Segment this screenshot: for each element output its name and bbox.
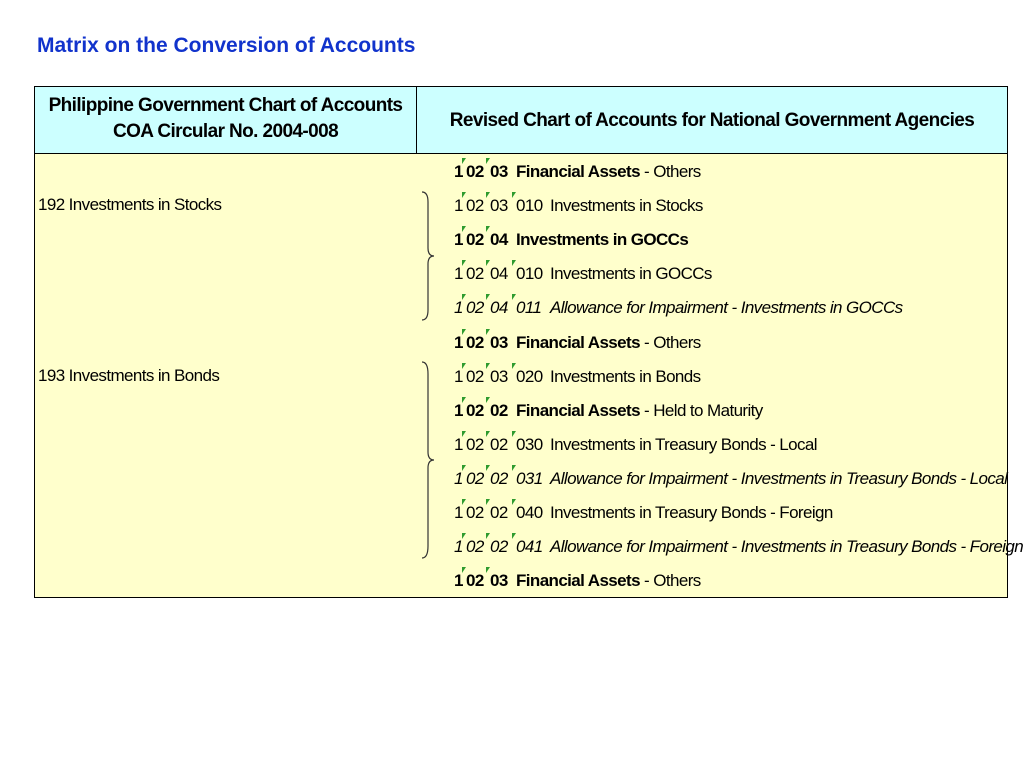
account-row bbox=[454, 530, 1023, 564]
account-description bbox=[516, 401, 763, 421]
account-code-class: 1 bbox=[454, 468, 463, 488]
account-code-class: 1 bbox=[454, 366, 463, 386]
page-title: Matrix on the Conversion of Accounts bbox=[37, 34, 416, 57]
account-description-main: Investments in GOCCs bbox=[516, 230, 689, 250]
header-old-chart-line1: Philippine Government Chart of Accounts bbox=[48, 95, 403, 116]
account-code-subgroup: 04 bbox=[490, 298, 516, 318]
account-description-rest: Investments in Treasury Bonds - Foreign bbox=[550, 503, 833, 522]
account-code-subgroup: 02 bbox=[490, 469, 516, 489]
account-row bbox=[454, 326, 701, 360]
account-code-group: 02 bbox=[466, 367, 490, 387]
account-description-rest: Investments in Stocks bbox=[550, 196, 703, 216]
account-code-detail: 041 bbox=[516, 537, 550, 557]
account-code-group: 02 bbox=[466, 435, 490, 455]
account-row bbox=[454, 291, 903, 325]
account-code-detail: 010 bbox=[516, 196, 550, 216]
account-code-group: 02 bbox=[466, 401, 490, 421]
account-description bbox=[516, 571, 701, 591]
account-description-main: Financial Assets bbox=[516, 571, 640, 591]
account-code-group: 02 bbox=[466, 196, 490, 216]
account-row bbox=[454, 257, 712, 291]
account-code-group: 02 bbox=[466, 264, 490, 284]
account-description-main: Financial Assets bbox=[516, 162, 640, 181]
account-code-subgroup: 03 bbox=[490, 196, 516, 216]
account-code-detail: 030 bbox=[516, 435, 550, 455]
account-code-class: 1 bbox=[454, 264, 463, 284]
account-code-class: 1 bbox=[454, 503, 463, 522]
account-description bbox=[550, 367, 701, 387]
account-code-subgroup: 03 bbox=[490, 367, 516, 387]
account-row bbox=[454, 496, 833, 530]
account-code-detail: 020 bbox=[516, 367, 550, 387]
account-description-rest: - Held to Maturity bbox=[639, 400, 763, 420]
account-description-rest: Investments in GOCCs bbox=[550, 264, 712, 284]
account-description bbox=[550, 469, 1007, 489]
account-code-subgroup: 04 bbox=[490, 230, 516, 250]
account-code-class: 1 bbox=[454, 298, 463, 318]
account-description-rest: Investments in Bonds bbox=[550, 366, 701, 386]
account-code-subgroup: 02 bbox=[490, 401, 516, 421]
account-row bbox=[454, 428, 817, 462]
account-code-group: 02 bbox=[466, 469, 490, 489]
account-description bbox=[516, 162, 701, 182]
account-row bbox=[454, 155, 701, 189]
account-code-class: 1 bbox=[454, 196, 463, 216]
account-code-subgroup: 03 bbox=[490, 162, 516, 182]
account-code-detail: 011 bbox=[516, 298, 550, 318]
account-code-group: 02 bbox=[466, 537, 490, 557]
account-code-subgroup: 02 bbox=[490, 435, 516, 455]
account-code-class: 1 bbox=[454, 571, 463, 591]
account-code-detail: 031 bbox=[516, 469, 550, 489]
account-code-subgroup: 03 bbox=[490, 571, 516, 591]
account-row bbox=[454, 223, 688, 257]
account-code-class: 1 bbox=[454, 230, 463, 250]
account-description-rest: Allowance for Impairment - Investments in GOCCs bbox=[550, 298, 903, 318]
account-code-detail: 010 bbox=[516, 264, 550, 284]
header-old-chart bbox=[34, 86, 417, 154]
account-description bbox=[550, 298, 903, 318]
account-description bbox=[516, 230, 688, 250]
account-description bbox=[550, 503, 833, 523]
account-code-group: 02 bbox=[466, 298, 490, 318]
account-description-main: Financial Assets bbox=[516, 400, 640, 420]
account-code-group: 02 bbox=[466, 333, 490, 353]
account-code-class: 1 bbox=[454, 332, 463, 352]
old-account-stocks: 192 Investments in Stocks bbox=[38, 195, 222, 214]
old-account-bonds: 193 Investments in Bonds bbox=[38, 366, 220, 385]
account-row bbox=[454, 564, 701, 598]
account-row bbox=[454, 360, 701, 394]
account-description-rest: Allowance for Impairment - Investments in Treasury Bonds - Local bbox=[550, 468, 1008, 488]
account-code-class: 1 bbox=[454, 537, 463, 557]
account-code-class: 1 bbox=[454, 162, 463, 181]
header-revised-chart: Revised Chart of Accounts for National Government Agencies bbox=[416, 86, 1008, 154]
account-description bbox=[550, 196, 703, 216]
account-description-rest: Allowance for Impairment - Investments in Treasury Bonds - Foreign bbox=[550, 537, 1024, 557]
account-description-rest: Investments in Treasury Bonds - Local bbox=[550, 434, 817, 454]
account-description-rest: - Others bbox=[639, 571, 701, 591]
account-row bbox=[454, 189, 703, 223]
account-code-group: 02 bbox=[466, 503, 490, 523]
account-description bbox=[550, 264, 712, 284]
account-code-group: 02 bbox=[466, 571, 490, 591]
account-description-rest: - Others bbox=[639, 162, 701, 181]
account-code-subgroup: 03 bbox=[490, 333, 516, 353]
account-description bbox=[516, 333, 701, 353]
account-row bbox=[454, 394, 763, 428]
account-code-detail: 040 bbox=[516, 503, 550, 523]
account-code-subgroup: 02 bbox=[490, 537, 516, 557]
account-code-subgroup: 02 bbox=[490, 503, 516, 523]
account-description-main: Financial Assets bbox=[516, 332, 640, 352]
account-code-class: 1 bbox=[454, 400, 463, 420]
account-description bbox=[550, 537, 1023, 557]
account-code-group: 02 bbox=[466, 162, 490, 182]
header-old-chart-line2: COA Circular No. 2004-008 bbox=[112, 121, 339, 142]
brace-stocks bbox=[418, 190, 436, 322]
account-code-class: 1 bbox=[454, 434, 463, 454]
brace-bonds bbox=[418, 360, 436, 560]
account-description bbox=[550, 435, 817, 455]
account-code-group: 02 bbox=[466, 230, 490, 250]
account-code-subgroup: 04 bbox=[490, 264, 516, 284]
account-description-rest: - Others bbox=[639, 332, 701, 352]
account-row bbox=[454, 462, 1007, 496]
